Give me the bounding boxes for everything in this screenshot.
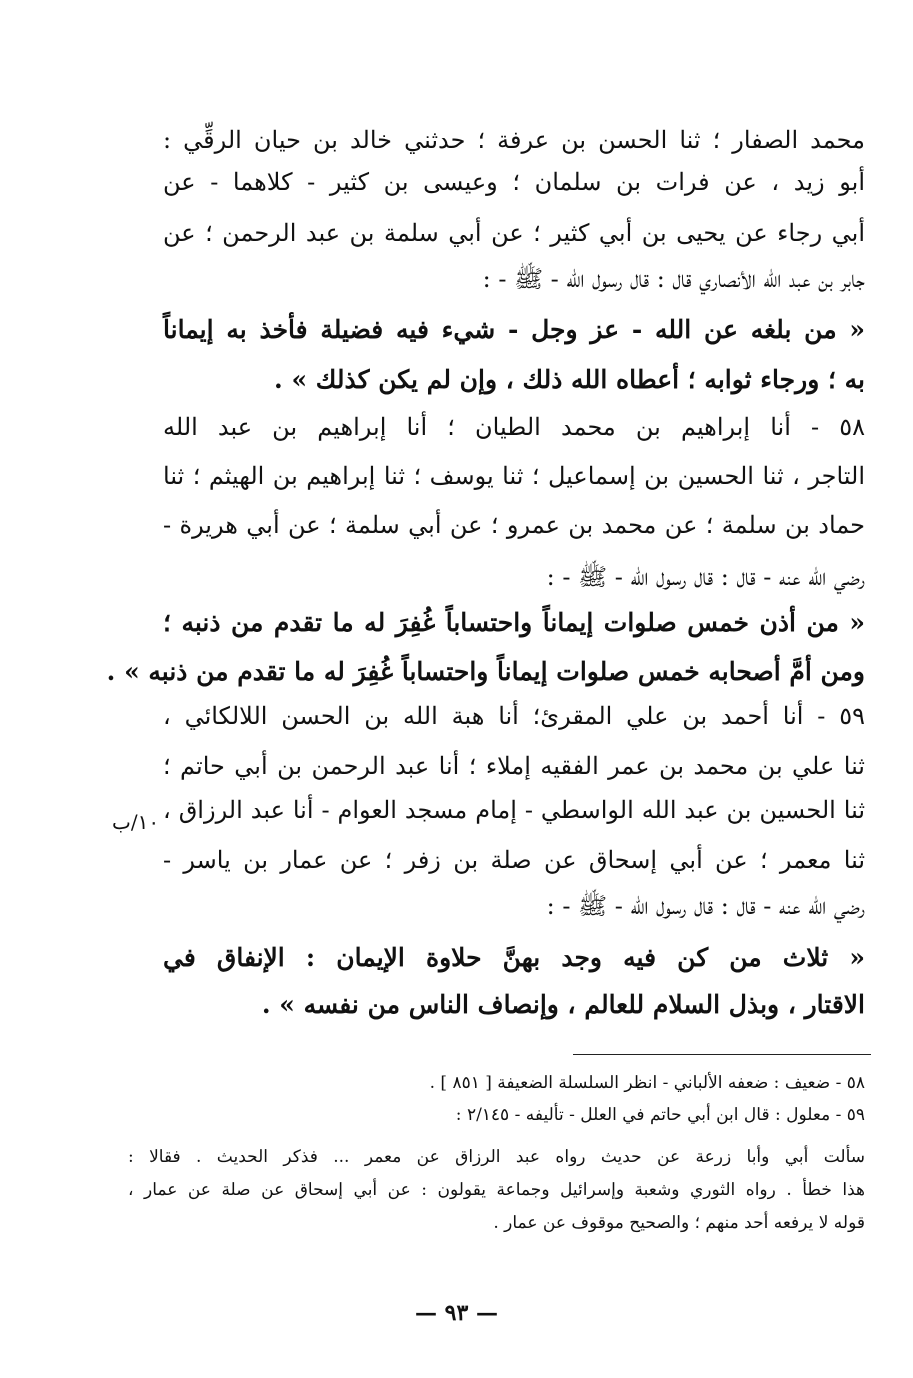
text-line: رضي الله عنه - قال : قال رسول الله - ﷺ - :	[546, 563, 865, 591]
page-number: — ٩٣ —	[415, 1300, 498, 1326]
text-line: ٥٨ - أنا إبراهيم بن محمد الطيان ؛ أنا إبراهيم بن عبد الله	[163, 413, 865, 441]
footnote-line: قوله لا يرفعه أحد منهم ؛ والصحيح موقوف عن عمار .	[493, 1213, 865, 1233]
text-line: رضي الله عنه - قال : قال رسول الله - ﷺ - :	[546, 892, 865, 920]
footnote-line: ٥٩ - معلول : قال ابن أبي حاتم في العلل - تأليفه - ٢/١٤٥ :	[455, 1105, 865, 1125]
text-line: ومن أمَّ أصحابه خمس صلوات إيماناً واحتساباً غُفِرَ له ما تقدم من ذنبه » .	[106, 657, 865, 686]
text-line: الاقتار ، وبذل السلام للعالم ، وإنصاف الناس من نفسه » .	[261, 990, 865, 1019]
text-line: « من بلغه عن الله - عز وجل - شيء فيه فضيلة فأخذ به إيماناً	[163, 315, 865, 344]
margin-note: ١٠/ب	[112, 810, 160, 834]
text-line: به ؛ ورجاء ثوابه ؛ أعطاه الله ذلك ، وإن لم يكن كذلك » .	[274, 365, 865, 394]
footnote-line: سألت أبي وأبا زرعة عن حديث رواه عبد الرزاق عن معمر ... فذكر الحديث . فقالا :	[128, 1147, 865, 1167]
footnote-divider	[573, 1054, 871, 1055]
footnote-line: هذا خطأ . رواه الثوري وشعبة وإسرائيل وجماعة يقولون : عن أبي إسحاق عن صلة عن عمار ،	[128, 1180, 865, 1200]
text-line: التاجر ، ثنا الحسين بن إسماعيل ؛ ثنا يوسف ؛ ثنا إبراهيم بن الهيثم ؛ ثنا	[163, 462, 865, 490]
text-line: محمد الصفار ؛ ثنا الحسن بن عرفة ؛ حدثني خالد بن حيان الرقِّي :	[163, 126, 865, 154]
text-line: أبي رجاء عن يحيى بن أبي كثير ؛ عن أبي سلمة بن عبد الرحمن ؛ عن	[163, 219, 865, 247]
text-line: ثنا علي بن محمد بن عمر الفقيه إملاء ؛ أنا عبد الرحمن بن أبي حاتم ؛	[163, 752, 865, 780]
text-line: ثنا معمر ؛ عن أبي إسحاق عن صلة بن زفر ؛ عن عمار بن ياسر -	[163, 846, 865, 874]
text-line: جابر بن عبد الله الأنصاري قال : قال رسول الله - ﷺ - :	[482, 265, 865, 293]
text-line: ثنا الحسين بن عبد الله الواسطي - إمام مسجد العوام - أنا عبد الرزاق ،	[163, 796, 865, 824]
text-line: حماد بن سلمة ؛ عن محمد بن عمرو ؛ عن أبي سلمة ؛ عن أبي هريرة -	[163, 511, 865, 539]
text-line: « من أذن خمس صلوات إيماناً واحتساباً غُفِرَ له ما تقدم من ذنبه ؛	[163, 608, 865, 637]
footnote-line: ٥٨ - ضعيف : ضعفه الألباني - انظر السلسلة الضعيفة [ ٨٥١ ] .	[429, 1073, 865, 1093]
text-line: ٥٩ - أنا أحمد بن علي المقرئ؛ أنا هبة الله بن الحسن اللالكائي ،	[163, 702, 865, 730]
text-line: أبو زيد ، عن فرات بن سلمان ؛ وعيسى بن كثير - كلاهما - عن	[163, 168, 865, 196]
text-line: « ثلاث من كن فيه وجد بهنَّ حلاوة الإيمان : الإنفاق في	[163, 943, 865, 972]
